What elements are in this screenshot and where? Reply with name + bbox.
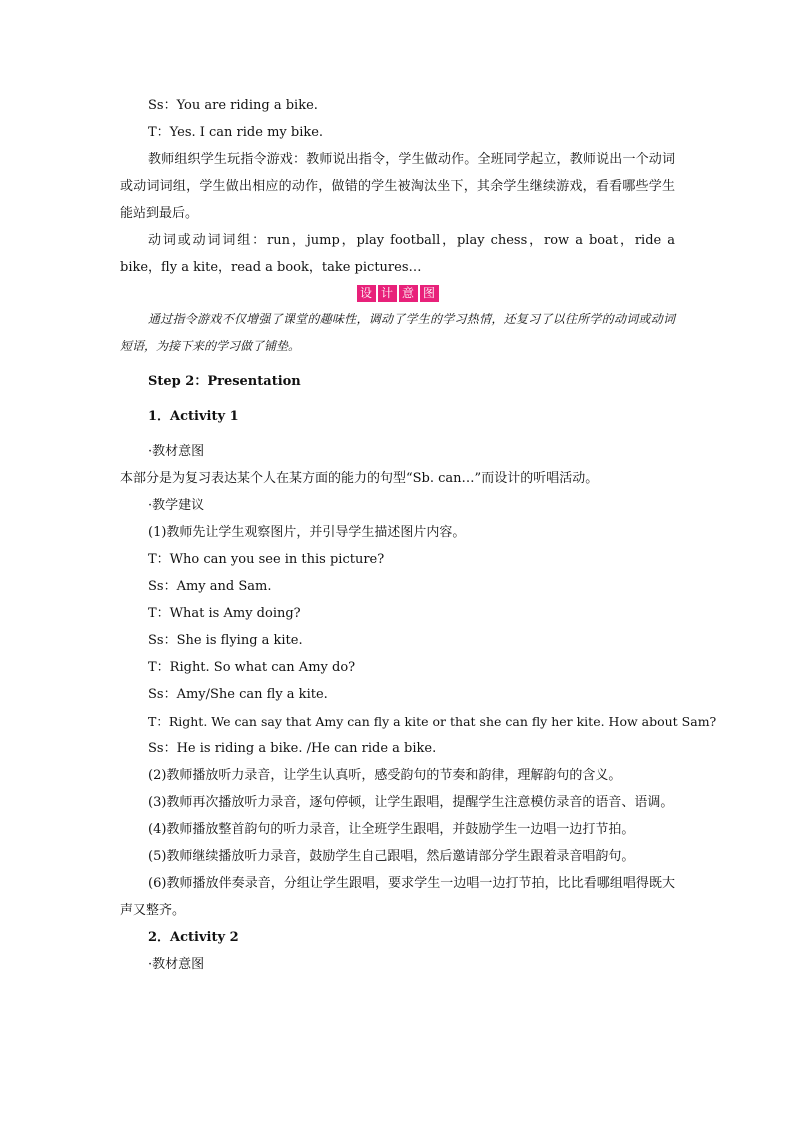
advice-item: (6)教师播放伴奏录音，分组让学生跟唱，要求学生一边唱一边打节拍，比比看哪组唱得既大声又整齐。 (120, 876, 675, 918)
design-intent-badge-row (120, 282, 675, 304)
design-intent-badge (357, 285, 439, 302)
activity1-heading: 1．Activity 1 (148, 409, 239, 424)
design-intent-note: 通过指令游戏不仅增强了课堂的趣味性，调动了学生的学习热情，还复习了以往所学的动词或动词短语，为接下来的学习做了铺垫。 (120, 312, 675, 353)
advice-item: (4)教师播放整首韵句的听力录音，让全班学生跟唱，并鼓励学生一边唱一边打节拍。 (148, 822, 635, 837)
dialog-line: Ss：You are riding a bike. (148, 98, 318, 113)
verbs-paragraph: 动词或动词词组：run，jump，play football，play chess，row a boat，ride a bike，fly a kite，read a book，take pictures… (120, 233, 675, 275)
dialog-line: T：Right. So what can Amy do? (148, 660, 356, 675)
dialog-line: Ss：He is riding a bike. /He can ride a bike. (148, 741, 437, 756)
advice-item: (5)教师继续播放听力录音，鼓励学生自己跟唱，然后邀请部分学生跟着录音唱韵句。 (148, 849, 635, 864)
dialog-line: T：Right. We can say that Amy can fly a kite or that she can fly her kite. How about Sam? (148, 714, 717, 729)
advice-item: (3)教师再次播放听力录音，逐句停顿，让学生跟唱，提醒学生注意模仿录音的语音、语调。 (148, 795, 674, 810)
badge-char: 图 (420, 285, 439, 302)
advice-label: ·教学建议 (148, 498, 205, 513)
dialog-line: T：Who can you see in this picture? (148, 552, 385, 567)
game-paragraph: 教师组织学生玩指令游戏：教师说出指令，学生做动作。全班同学起立，教师说出一个动词或动词词组，学生做出相应的动作，做错的学生被淘汰坐下，其余学生继续游戏，看看哪些学生能站到最后。 (120, 152, 675, 221)
dialog-line: T：What is Amy doing? (148, 606, 301, 621)
intent-label: ·教材意图 (148, 444, 205, 459)
advice-item: (1)教师先让学生观察图片，并引导学生描述图片内容。 (148, 525, 466, 540)
step2-heading: Step 2：Presentation (148, 374, 301, 389)
badge-char: 设 (357, 285, 376, 302)
dialog-line: Ss：Amy/She can fly a kite. (148, 687, 328, 702)
page-content (120, 92, 717, 978)
dialog-line: Ss：Amy and Sam. (148, 579, 272, 594)
advice-item: (2)教师播放听力录音，让学生认真听，感受韵句的节奏和韵律，理解韵句的含义。 (148, 768, 622, 783)
intent-text: 本部分是为复习表达某个人在某方面的能力的句型“Sb. can…”而设计的听唱活动。 (120, 471, 599, 486)
badge-char: 计 (378, 285, 397, 302)
dialog-line: T：Yes. I can ride my bike. (148, 125, 324, 140)
badge-char: 意 (399, 285, 418, 302)
activity2-heading: 2．Activity 2 (148, 930, 239, 945)
intent-label: ·教材意图 (148, 957, 205, 972)
dialog-line: Ss：She is flying a kite. (148, 633, 303, 648)
